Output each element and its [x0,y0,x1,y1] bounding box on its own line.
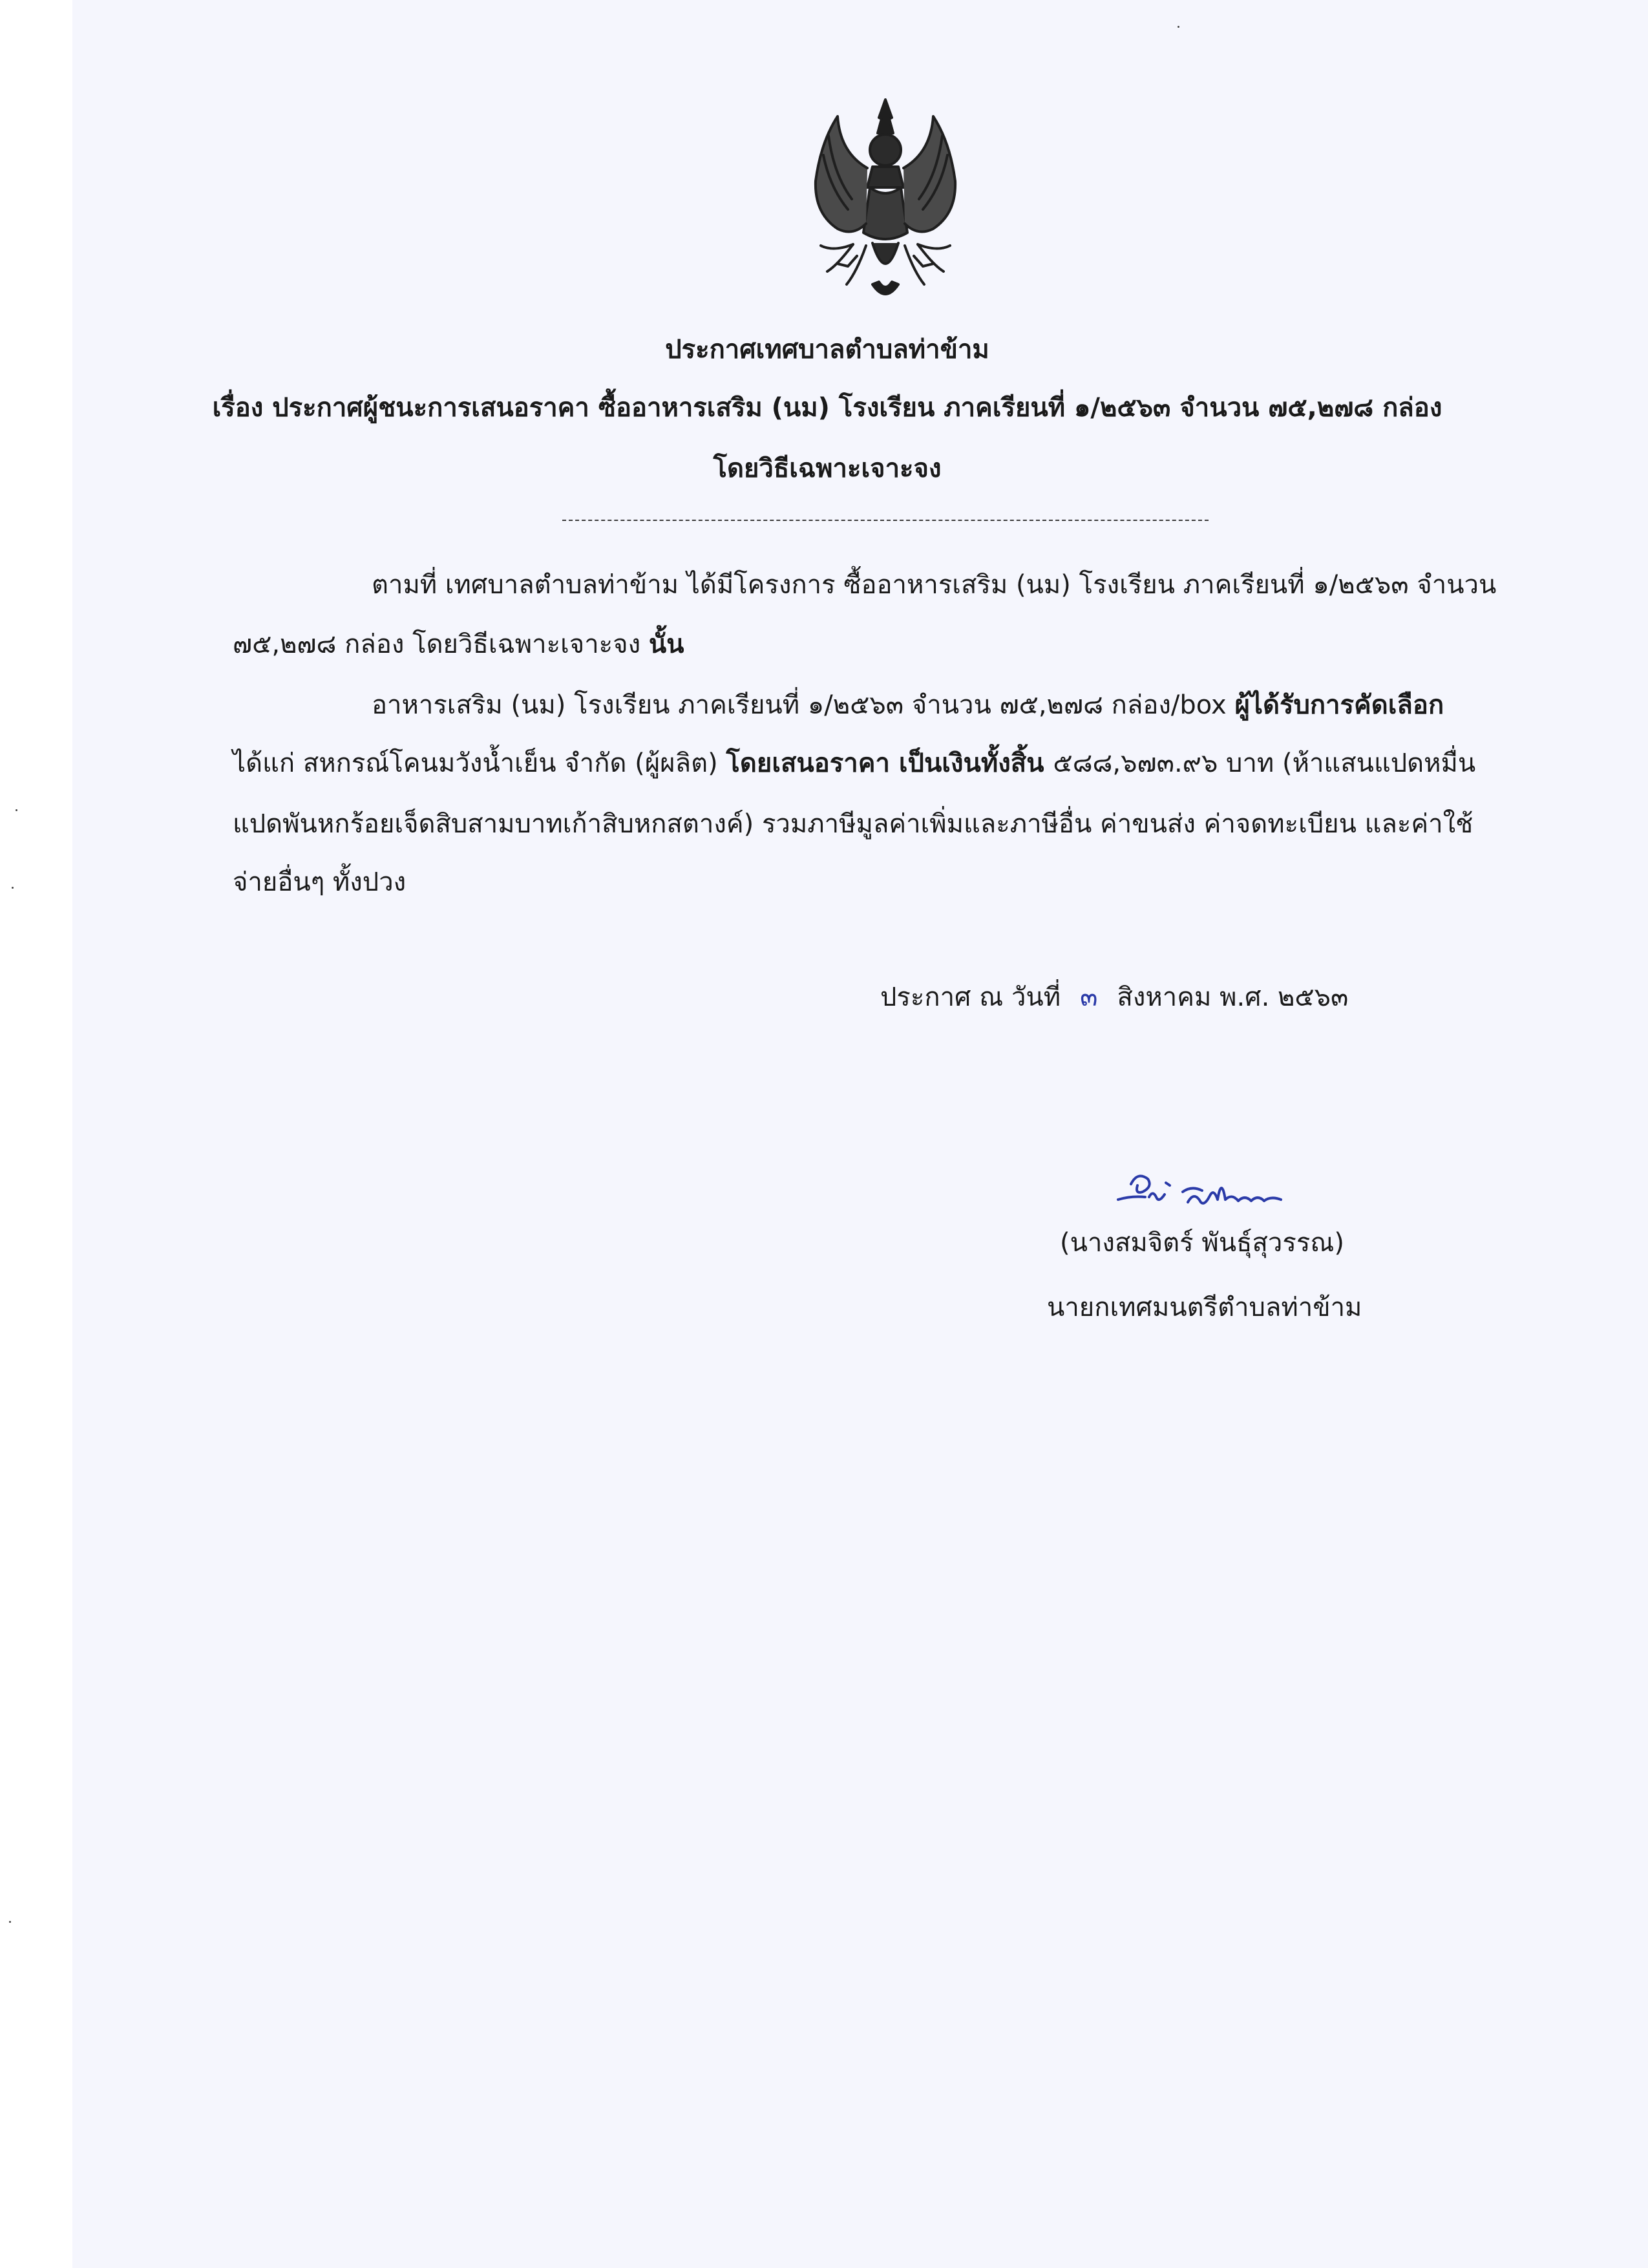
bid-label: โดยเสนอราคา [726,748,899,778]
date-day: ๓ [1080,982,1098,1012]
section-divider [562,520,1209,521]
paragraph-2-line-2 [233,742,1475,783]
procurement-method: โดยวิธีเฉพาะเจาะจง [713,454,942,483]
paragraph-1-line-1: ตามที่ เทศบาลตำบลท่าข้าม ได้มีโครงการ ซื้ออาหารเสริม (นม) โรงเรียน ภาคเรียนที่ ๑/๒๕๖๓ จำนวน [372,570,1497,600]
garuda-emblem-icon [776,90,995,310]
signatory-name: (นางสมจิตร์ พันธุ์สุวรรณ) [1060,1228,1345,1258]
document-subject: เรื่อง ประกาศผู้ชนะการเสนอราคา ซื้ออาหารเสริม (นม) โรงเรียน ภาคเรียนที่ ๑/๒๕๖๓ จำนวน ๗๕,๒๗๘ กล่อง [212,393,1442,423]
paragraph-1-text: ๗๕,๒๗๘ กล่อง โดยวิธีเฉพาะเจาะจง [233,630,649,659]
selected-label: ผู้ได้รับการคัดเลือก [1234,690,1444,720]
scan-speck [1178,26,1179,28]
handwritten-signature [1112,1157,1305,1222]
date-month-year: สิงหาคม พ.ศ. ๒๕๖๓ [1117,982,1349,1012]
paragraph-1-line-2 [233,623,684,664]
paragraph-1-ending: นั้น [648,630,684,659]
total-amount: ๕๘๘,๖๗๓.๙๖ บาท (ห้าแสนแปดหมื่น [1053,748,1476,778]
winner-name: สหกรณ์โคนมวังน้ำเย็น จำกัด (ผู้ผลิต) [302,748,726,778]
paragraph-2-line-4: จ่ายอื่นๆ ทั้งปวง [233,867,407,897]
scan-margin [0,0,72,2268]
total-label: เป็นเงินทั้งสิ้น [898,748,1053,778]
paragraph-2-line-3: แปดพันหกร้อยเจ็ดสิบสามบาทเก้าสิบหกสตางค์) รวมภาษีมูลค่าเพิ่มและภาษีอื่น ค่าขนส่ง ค่าจดทะเบียน และค่าใช้ [233,809,1474,839]
date-prefix: ประกาศ ณ วันที่ [880,982,1061,1012]
paragraph-2-line-1 [372,684,1444,725]
scan-speck [12,887,14,889]
winner-prefix: ได้แก่ [233,748,303,778]
signatory-position: นายกเทศมนตรีตำบลท่าข้าม [1047,1293,1362,1322]
document-title: ประกาศเทศบาลตำบลท่าข้าม [665,335,989,365]
scan-speck [9,1921,11,1923]
item-description: อาหารเสริม (นม) โรงเรียน ภาคเรียนที่ ๑/๒๕๖๓ จำนวน ๗๕,๒๗๘ กล่อง/box [372,690,1235,720]
announcement-date [880,976,1348,1017]
scan-speck [16,809,17,811]
